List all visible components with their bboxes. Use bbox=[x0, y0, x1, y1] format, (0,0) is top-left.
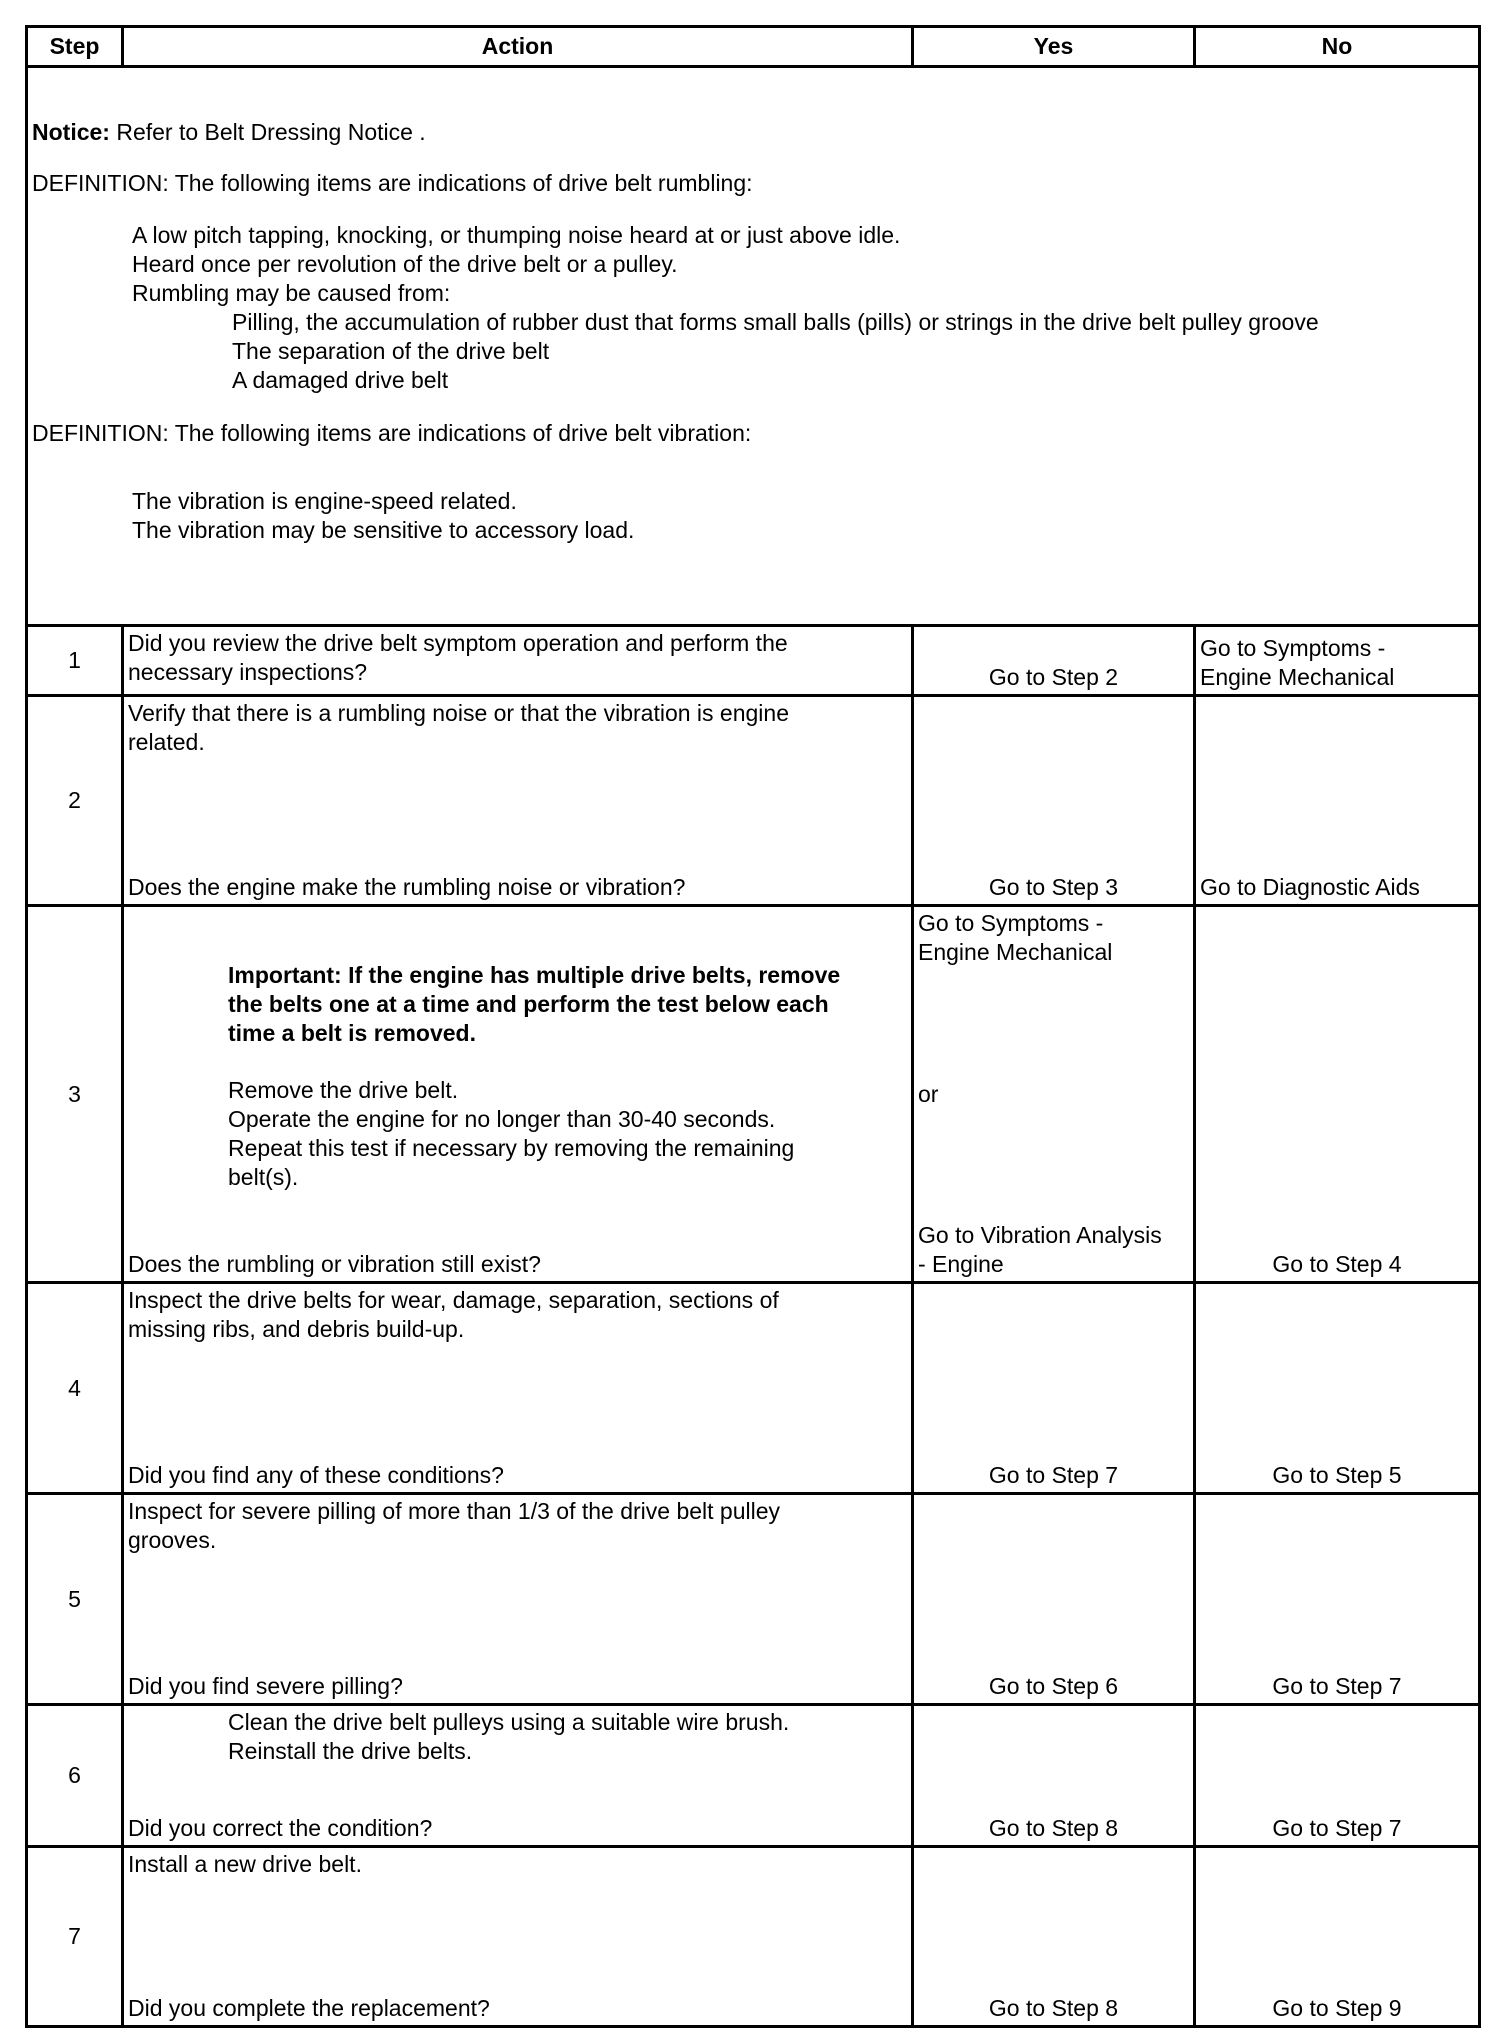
step-question: Did you find severe pilling? bbox=[128, 1673, 403, 1699]
list-item: Repeat this test if necessary by removing the remaining bbox=[228, 1135, 795, 1161]
step-no: Go to Step 4 bbox=[1195, 906, 1480, 1283]
important-line: time a belt is removed. bbox=[228, 1020, 476, 1046]
step-yes: Go to Step 3 bbox=[913, 696, 1195, 906]
notice-label: Notice: bbox=[32, 119, 110, 145]
header-row bbox=[27, 27, 1480, 67]
rumbling-item: Rumbling may be caused from: bbox=[132, 280, 451, 306]
notice-text: Refer to Belt Dressing Notice . bbox=[109, 119, 426, 145]
vibration-item: The vibration is engine-speed related. bbox=[132, 488, 517, 514]
step-question: Did you correct the condition? bbox=[128, 1815, 433, 1841]
no-line: Go to Symptoms - bbox=[1200, 635, 1386, 661]
header-no: No bbox=[1195, 27, 1480, 67]
yes-line: Go to Symptoms - bbox=[918, 910, 1104, 936]
list-item: Reinstall the drive belts. bbox=[228, 1738, 473, 1764]
diagnostic-table bbox=[25, 25, 1481, 2028]
diagnostic-table-container bbox=[25, 25, 1481, 2028]
notice-cell bbox=[27, 67, 1480, 626]
action-line: missing ribs, and debris build-up. bbox=[128, 1316, 465, 1342]
rumbling-cause: Pilling, the accumulation of rubber dust that forms small balls (pills) or strings in the drive belt pulley groove bbox=[232, 309, 1319, 335]
yes-line: Engine Mechanical bbox=[918, 939, 1113, 965]
yes-or: or bbox=[918, 1080, 939, 1107]
definition-rumbling: DEFINITION: The following items are indications of drive belt rumbling: bbox=[32, 170, 753, 196]
step-yes: Go to Step 8 bbox=[913, 1847, 1195, 2027]
notice-row bbox=[27, 67, 1480, 626]
rumbling-item: Heard once per revolution of the drive belt or a pulley. bbox=[132, 251, 678, 277]
yes-line: Go to Vibration Analysis bbox=[918, 1222, 1162, 1248]
step-number: 7 bbox=[27, 1847, 123, 2027]
step-row-1 bbox=[27, 626, 1480, 696]
header-yes: Yes bbox=[913, 27, 1195, 67]
step-yes: Go to Step 7 bbox=[913, 1283, 1195, 1494]
step-number: 6 bbox=[27, 1705, 123, 1847]
definition-vibration: DEFINITION: The following items are indications of drive belt vibration: bbox=[32, 420, 752, 446]
step-action bbox=[123, 1494, 913, 1705]
notice-line bbox=[32, 118, 1474, 147]
step-row-5 bbox=[27, 1494, 1480, 1705]
step-action bbox=[123, 696, 913, 906]
step-question: Does the engine make the rumbling noise or vibration? bbox=[128, 874, 686, 900]
important-note bbox=[128, 961, 907, 1048]
step-no: Go to Step 9 bbox=[1195, 1847, 1480, 2027]
rumbling-item: A low pitch tapping, knocking, or thumping noise heard at or just above idle. bbox=[132, 222, 901, 248]
important-line: Important: If the engine has multiple drive belts, remove bbox=[228, 962, 841, 988]
action-line: Install a new drive belt. bbox=[128, 1851, 362, 1877]
no-line: Engine Mechanical bbox=[1200, 664, 1395, 690]
action-line: Inspect the drive belts for wear, damage, separation, sections of bbox=[128, 1287, 779, 1313]
step-yes bbox=[913, 906, 1195, 1283]
step-number: 3 bbox=[27, 906, 123, 1283]
step-action bbox=[123, 1847, 913, 2027]
rumbling-cause: A damaged drive belt bbox=[232, 367, 449, 393]
step-no bbox=[1195, 626, 1480, 696]
step-no: Go to Diagnostic Aids bbox=[1195, 696, 1480, 906]
step-action bbox=[123, 626, 913, 696]
step-number: 1 bbox=[27, 626, 123, 696]
step-question: Did you find any of these conditions? bbox=[128, 1462, 504, 1488]
step-row-6 bbox=[27, 1705, 1480, 1847]
vibration-item: The vibration may be sensitive to accessory load. bbox=[132, 517, 635, 543]
yes-line: - Engine bbox=[918, 1251, 1004, 1277]
list-item: Remove the drive belt. bbox=[228, 1077, 459, 1103]
rumbling-cause: The separation of the drive belt bbox=[232, 338, 550, 364]
action-line: Verify that there is a rumbling noise or that the vibration is engine bbox=[128, 700, 789, 726]
action-line: necessary inspections? bbox=[128, 659, 368, 685]
step-action bbox=[123, 906, 913, 1283]
step-no: Go to Step 7 bbox=[1195, 1705, 1480, 1847]
step-action bbox=[123, 1705, 913, 1847]
action-line: Inspect for severe pilling of more than 1/3 of the drive belt pulley bbox=[128, 1498, 781, 1524]
step-question: Did you complete the replacement? bbox=[128, 1995, 490, 2021]
list-item: belt(s). bbox=[228, 1164, 299, 1190]
step-yes: Go to Step 8 bbox=[913, 1705, 1195, 1847]
step-number: 2 bbox=[27, 696, 123, 906]
step-number: 4 bbox=[27, 1283, 123, 1494]
header-step: Step bbox=[27, 27, 123, 67]
step-row-3 bbox=[27, 906, 1480, 1283]
step-yes: Go to Step 6 bbox=[913, 1494, 1195, 1705]
step-list bbox=[128, 1708, 907, 1766]
step-number: 5 bbox=[27, 1494, 123, 1705]
list-item: Clean the drive belt pulleys using a suitable wire brush. bbox=[228, 1709, 790, 1735]
step-list bbox=[128, 1076, 907, 1192]
action-line: Did you review the drive belt symptom operation and perform the bbox=[128, 630, 788, 656]
list-item: Operate the engine for no longer than 30-40 seconds. bbox=[228, 1106, 776, 1132]
action-line: related. bbox=[128, 729, 205, 755]
step-no: Go to Step 7 bbox=[1195, 1494, 1480, 1705]
action-line: grooves. bbox=[128, 1527, 217, 1553]
step-no: Go to Step 5 bbox=[1195, 1283, 1480, 1494]
step-row-7 bbox=[27, 1847, 1480, 2027]
step-yes: Go to Step 2 bbox=[913, 626, 1195, 696]
step-question: Does the rumbling or vibration still exist? bbox=[128, 1251, 541, 1277]
important-line: the belts one at a time and perform the test below each bbox=[228, 991, 829, 1017]
step-action bbox=[123, 1283, 913, 1494]
step-row-2 bbox=[27, 696, 1480, 906]
header-action: Action bbox=[123, 27, 913, 67]
step-row-4 bbox=[27, 1283, 1480, 1494]
